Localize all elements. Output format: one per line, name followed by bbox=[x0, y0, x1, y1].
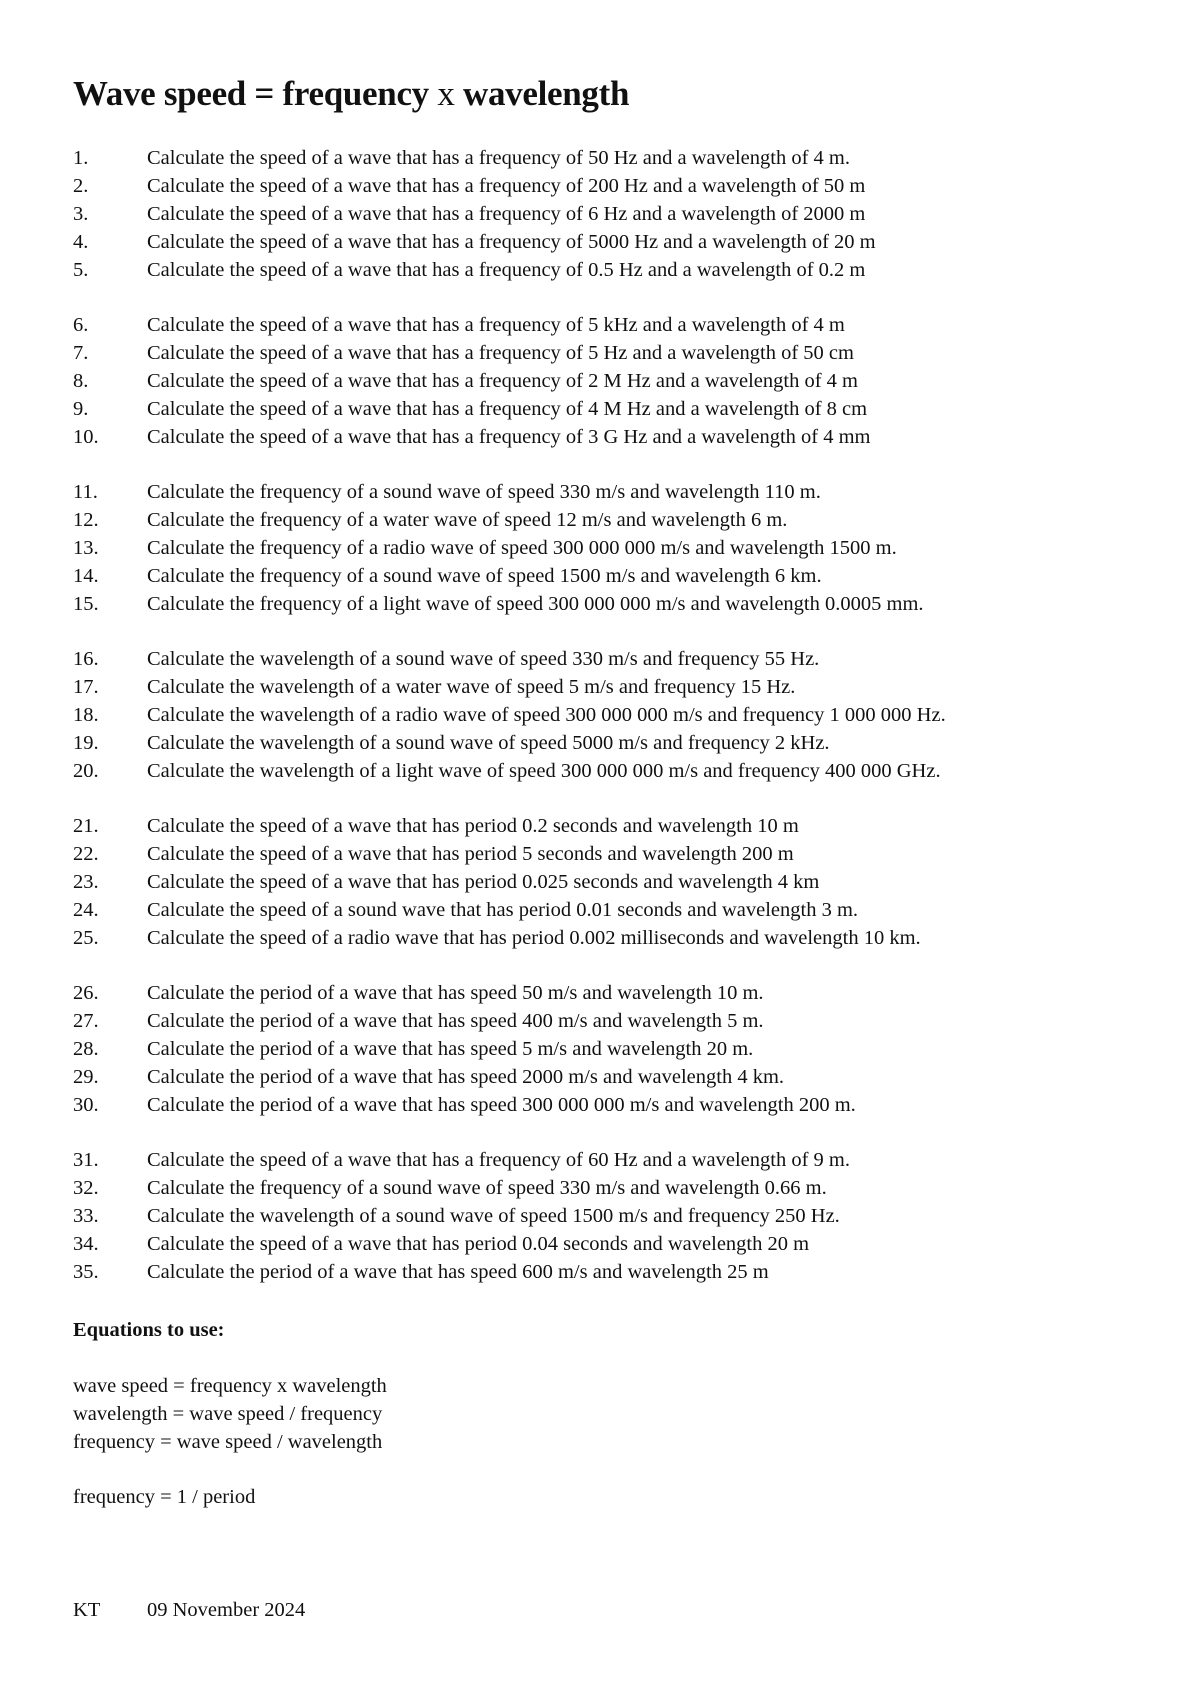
equation-line: wavelength = wave speed / frequency bbox=[73, 1403, 383, 1425]
question-group bbox=[73, 979, 1183, 1119]
question-group bbox=[73, 812, 1183, 952]
page-title bbox=[73, 70, 629, 118]
question-item bbox=[73, 868, 1183, 896]
question-text: Calculate the period of a wave that has speed 300 000 000 m/s and wavelength 200 m. bbox=[147, 1094, 856, 1116]
question-text: Calculate the wavelength of a sound wave of speed 5000 m/s and frequency 2 kHz. bbox=[147, 732, 830, 754]
question-number: 20. bbox=[73, 760, 99, 782]
question-number: 14. bbox=[73, 565, 99, 587]
question-item bbox=[73, 979, 1183, 1007]
question-item bbox=[73, 1035, 1183, 1063]
question-group bbox=[73, 478, 1183, 618]
question-number: 1. bbox=[73, 147, 89, 169]
question-item bbox=[73, 1146, 1183, 1174]
question-group bbox=[73, 1146, 1183, 1286]
question-text: Calculate the period of a wave that has speed 2000 m/s and wavelength 4 km. bbox=[147, 1066, 785, 1088]
question-number: 3. bbox=[73, 203, 89, 225]
question-item bbox=[73, 757, 1183, 785]
question-text: Calculate the speed of a wave that has a frequency of 60 Hz and a wavelength of 9 m. bbox=[147, 1149, 850, 1171]
question-number: 28. bbox=[73, 1038, 99, 1060]
question-text: Calculate the speed of a wave that has period 5 seconds and wavelength 200 m bbox=[147, 843, 794, 865]
question-number: 5. bbox=[73, 259, 89, 281]
question-number: 33. bbox=[73, 1205, 99, 1227]
question-text: Calculate the frequency of a light wave of speed 300 000 000 m/s and wavelength 0.0005 mm. bbox=[147, 593, 924, 615]
question-number: 4. bbox=[73, 231, 89, 253]
question-number: 35. bbox=[73, 1261, 99, 1283]
question-list bbox=[73, 144, 1183, 1313]
question-item bbox=[73, 256, 1183, 284]
equations-heading: Equations to use: bbox=[73, 1319, 225, 1341]
question-item bbox=[73, 1174, 1183, 1202]
question-text: Calculate the speed of a wave that has a frequency of 50 Hz and a wavelength of 4 m. bbox=[147, 147, 850, 169]
question-item bbox=[73, 1063, 1183, 1091]
question-text: Calculate the wavelength of a sound wave of speed 1500 m/s and frequency 250 Hz. bbox=[147, 1205, 840, 1227]
question-item bbox=[73, 701, 1183, 729]
question-text: Calculate the speed of a wave that has a frequency of 6 Hz and a wavelength of 2000 m bbox=[147, 203, 866, 225]
question-number: 19. bbox=[73, 732, 99, 754]
question-text: Calculate the wavelength of a light wave of speed 300 000 000 m/s and frequency 400 000 GHz. bbox=[147, 760, 941, 782]
equations-section bbox=[73, 1316, 387, 1511]
question-text: Calculate the speed of a radio wave that has period 0.002 milliseconds and wavelength 10 km. bbox=[147, 927, 921, 949]
title-times-sign: x bbox=[437, 74, 455, 113]
question-number: 34. bbox=[73, 1233, 99, 1255]
question-number: 23. bbox=[73, 871, 99, 893]
question-number: 31. bbox=[73, 1149, 99, 1171]
question-item bbox=[73, 367, 1183, 395]
question-number: 16. bbox=[73, 648, 99, 670]
question-text: Calculate the frequency of a sound wave of speed 330 m/s and wavelength 110 m. bbox=[147, 481, 821, 503]
question-item bbox=[73, 172, 1183, 200]
question-item bbox=[73, 562, 1183, 590]
question-text: Calculate the speed of a wave that has period 0.2 seconds and wavelength 10 m bbox=[147, 815, 799, 837]
question-group bbox=[73, 144, 1183, 284]
question-item bbox=[73, 896, 1183, 924]
question-item bbox=[73, 645, 1183, 673]
question-group bbox=[73, 311, 1183, 451]
question-item bbox=[73, 924, 1183, 952]
question-text: Calculate the speed of a wave that has period 0.025 seconds and wavelength 4 km bbox=[147, 871, 820, 893]
question-text: Calculate the speed of a wave that has a frequency of 200 Hz and a wavelength of 50 m bbox=[147, 175, 866, 197]
question-item bbox=[73, 729, 1183, 757]
equation-line: frequency = wave speed / wavelength bbox=[73, 1431, 383, 1453]
question-item bbox=[73, 339, 1183, 367]
question-item bbox=[73, 506, 1183, 534]
equation-line: wave speed = frequency x wavelength bbox=[73, 1375, 387, 1397]
question-number: 18. bbox=[73, 704, 99, 726]
question-text: Calculate the frequency of a sound wave of speed 1500 m/s and wavelength 6 km. bbox=[147, 565, 822, 587]
title-text-after: wavelength bbox=[454, 74, 630, 113]
question-item bbox=[73, 478, 1183, 506]
question-item bbox=[73, 840, 1183, 868]
question-number: 8. bbox=[73, 370, 89, 392]
question-text: Calculate the speed of a wave that has a frequency of 5000 Hz and a wavelength of 20 m bbox=[147, 231, 876, 253]
question-text: Calculate the period of a wave that has speed 50 m/s and wavelength 10 m. bbox=[147, 982, 764, 1004]
question-text: Calculate the frequency of a sound wave of speed 330 m/s and wavelength 0.66 m. bbox=[147, 1177, 827, 1199]
question-item bbox=[73, 395, 1183, 423]
question-text: Calculate the frequency of a radio wave of speed 300 000 000 m/s and wavelength 1500 m. bbox=[147, 537, 897, 559]
question-text: Calculate the wavelength of a sound wave of speed 330 m/s and frequency 55 Hz. bbox=[147, 648, 820, 670]
question-item bbox=[73, 144, 1183, 172]
question-text: Calculate the speed of a wave that has a frequency of 3 G Hz and a wavelength of 4 mm bbox=[147, 426, 871, 448]
question-number: 9. bbox=[73, 398, 89, 420]
question-item bbox=[73, 673, 1183, 701]
question-text: Calculate the period of a wave that has speed 400 m/s and wavelength 5 m. bbox=[147, 1010, 764, 1032]
title-text-before: Wave speed = frequency bbox=[73, 74, 438, 113]
question-item bbox=[73, 311, 1183, 339]
question-text: Calculate the speed of a wave that has a frequency of 5 kHz and a wavelength of 4 m bbox=[147, 314, 845, 336]
question-number: 12. bbox=[73, 509, 99, 531]
question-number: 21. bbox=[73, 815, 99, 837]
question-text: Calculate the speed of a wave that has a frequency of 2 M Hz and a wavelength of 4 m bbox=[147, 370, 858, 392]
question-item bbox=[73, 1230, 1183, 1258]
question-item bbox=[73, 812, 1183, 840]
footer bbox=[73, 1596, 305, 1624]
question-item bbox=[73, 1258, 1183, 1286]
question-number: 13. bbox=[73, 537, 99, 559]
question-number: 22. bbox=[73, 843, 99, 865]
question-group bbox=[73, 645, 1183, 785]
question-number: 24. bbox=[73, 899, 99, 921]
question-number: 26. bbox=[73, 982, 99, 1004]
question-item bbox=[73, 1202, 1183, 1230]
footer-initials: KT bbox=[73, 1599, 101, 1621]
question-number: 10. bbox=[73, 426, 99, 448]
question-text: Calculate the speed of a sound wave that has period 0.01 seconds and wavelength 3 m. bbox=[147, 899, 859, 921]
question-text: Calculate the speed of a wave that has a frequency of 5 Hz and a wavelength of 50 cm bbox=[147, 342, 854, 364]
question-text: Calculate the frequency of a water wave of speed 12 m/s and wavelength 6 m. bbox=[147, 509, 788, 531]
equation-spacer bbox=[73, 1456, 387, 1483]
question-text: Calculate the period of a wave that has speed 600 m/s and wavelength 25 m bbox=[147, 1261, 769, 1283]
equation-line-period: frequency = 1 / period bbox=[73, 1486, 256, 1508]
question-number: 11. bbox=[73, 481, 98, 503]
question-number: 32. bbox=[73, 1177, 99, 1199]
question-number: 25. bbox=[73, 927, 99, 949]
question-text: Calculate the period of a wave that has speed 5 m/s and wavelength 20 m. bbox=[147, 1038, 754, 1060]
question-text: Calculate the speed of a wave that has period 0.04 seconds and wavelength 20 m bbox=[147, 1233, 810, 1255]
question-text: Calculate the speed of a wave that has a frequency of 0.5 Hz and a wavelength of 0.2 m bbox=[147, 259, 866, 281]
question-item bbox=[73, 200, 1183, 228]
question-number: 7. bbox=[73, 342, 89, 364]
question-number: 17. bbox=[73, 676, 99, 698]
question-number: 6. bbox=[73, 314, 89, 336]
question-number: 2. bbox=[73, 175, 89, 197]
question-number: 30. bbox=[73, 1094, 99, 1116]
question-item bbox=[73, 1007, 1183, 1035]
question-text: Calculate the wavelength of a water wave of speed 5 m/s and frequency 15 Hz. bbox=[147, 676, 796, 698]
footer-date: 09 November 2024 bbox=[147, 1599, 306, 1621]
question-item bbox=[73, 228, 1183, 256]
question-text: Calculate the speed of a wave that has a frequency of 4 M Hz and a wavelength of 8 cm bbox=[147, 398, 868, 420]
question-text: Calculate the wavelength of a radio wave of speed 300 000 000 m/s and frequency 1 000 000 Hz. bbox=[147, 704, 946, 726]
question-number: 29. bbox=[73, 1066, 99, 1088]
question-number: 27. bbox=[73, 1010, 99, 1032]
question-item bbox=[73, 1091, 1183, 1119]
question-item bbox=[73, 534, 1183, 562]
question-number: 15. bbox=[73, 593, 99, 615]
question-item bbox=[73, 590, 1183, 618]
question-item bbox=[73, 423, 1183, 451]
